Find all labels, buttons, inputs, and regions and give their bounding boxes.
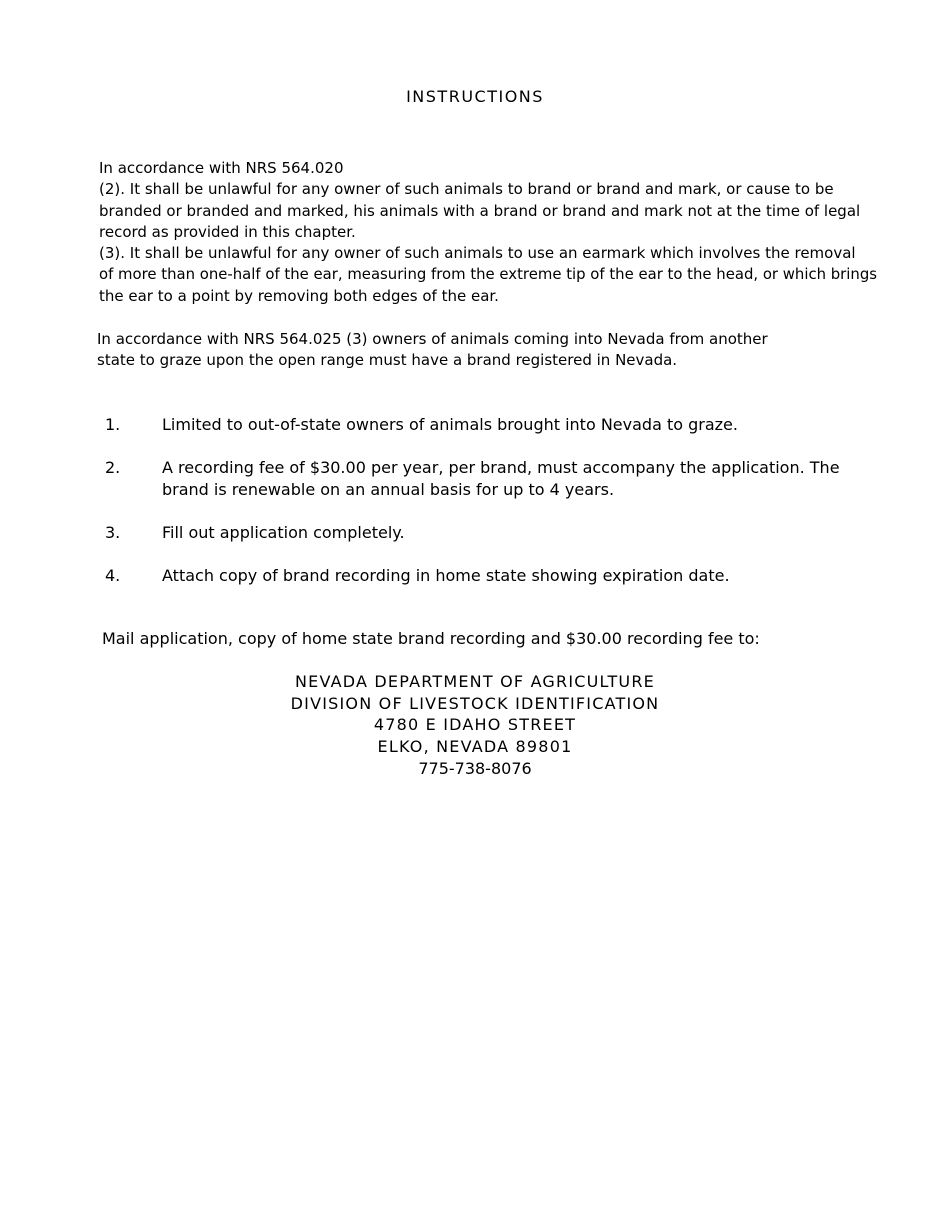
statute-line: In accordance with NRS 564.025 (3) owners of animals coming into Nevada from another [97, 330, 768, 348]
statute-line: (2). It shall be unlawful for any owner of such animals to brand or brand and mark, or cause to be [99, 180, 834, 199]
statute-line: the ear to a point by removing both edges of the ear. [99, 286, 499, 305]
list-item-text: Attach copy of brand recording in home state showing expiration date. [162, 565, 730, 585]
list-item-number: 4. [105, 565, 121, 585]
statute-nrs-564-020 [99, 158, 879, 307]
list-item [105, 414, 845, 436]
statute-line: state to graze upon the open range must have a brand registered in Nevada. [97, 351, 678, 370]
statute-line: branded or branded and marked, his animals with a brand or brand and mark not at the time of legal [99, 201, 861, 220]
list-item [105, 522, 845, 544]
address-department: NEVADA DEPARTMENT OF AGRICULTURE [295, 672, 655, 691]
statute-line: of more than one-half of the ear, measuring from the extreme tip of the ear to the head, or which brings [99, 265, 878, 284]
statute-nrs-564-025 [97, 329, 817, 372]
list-item-number: 2. [105, 458, 121, 477]
list-item-text: A recording fee of $30.00 per year, per brand, must accompany the application. The [162, 458, 840, 477]
mailing-address [0, 671, 950, 780]
list-item [105, 565, 845, 587]
statute-line: In accordance with NRS 564.020 [99, 159, 344, 177]
list-item [105, 457, 845, 500]
list-item-text: Fill out application completely. [162, 522, 405, 542]
address-division: DIVISION OF LIVESTOCK IDENTIFICATION [290, 693, 660, 713]
page-title: INSTRUCTIONS [406, 87, 544, 106]
instruction-list [105, 414, 845, 608]
address-phone: 775-738-8076 [418, 758, 532, 778]
list-item-number: 1. [105, 415, 121, 434]
address-city: ELKO, NEVADA 89801 [377, 737, 573, 757]
statute-line: (3). It shall be unlawful for any owner of such animals to use an earmark which involves the removal [99, 244, 856, 263]
list-item-text: Limited to out-of-state owners of animals brought into Nevada to graze. [162, 415, 738, 434]
address-street: 4780 E IDAHO STREET [373, 715, 577, 735]
list-item-text: brand is renewable on an annual basis for up to 4 years. [162, 479, 615, 499]
mail-instruction: Mail application, copy of home state brand recording and $30.00 recording fee to: [102, 629, 760, 648]
list-item-number: 3. [105, 522, 121, 542]
statute-line: record as provided in this chapter. [99, 222, 356, 241]
